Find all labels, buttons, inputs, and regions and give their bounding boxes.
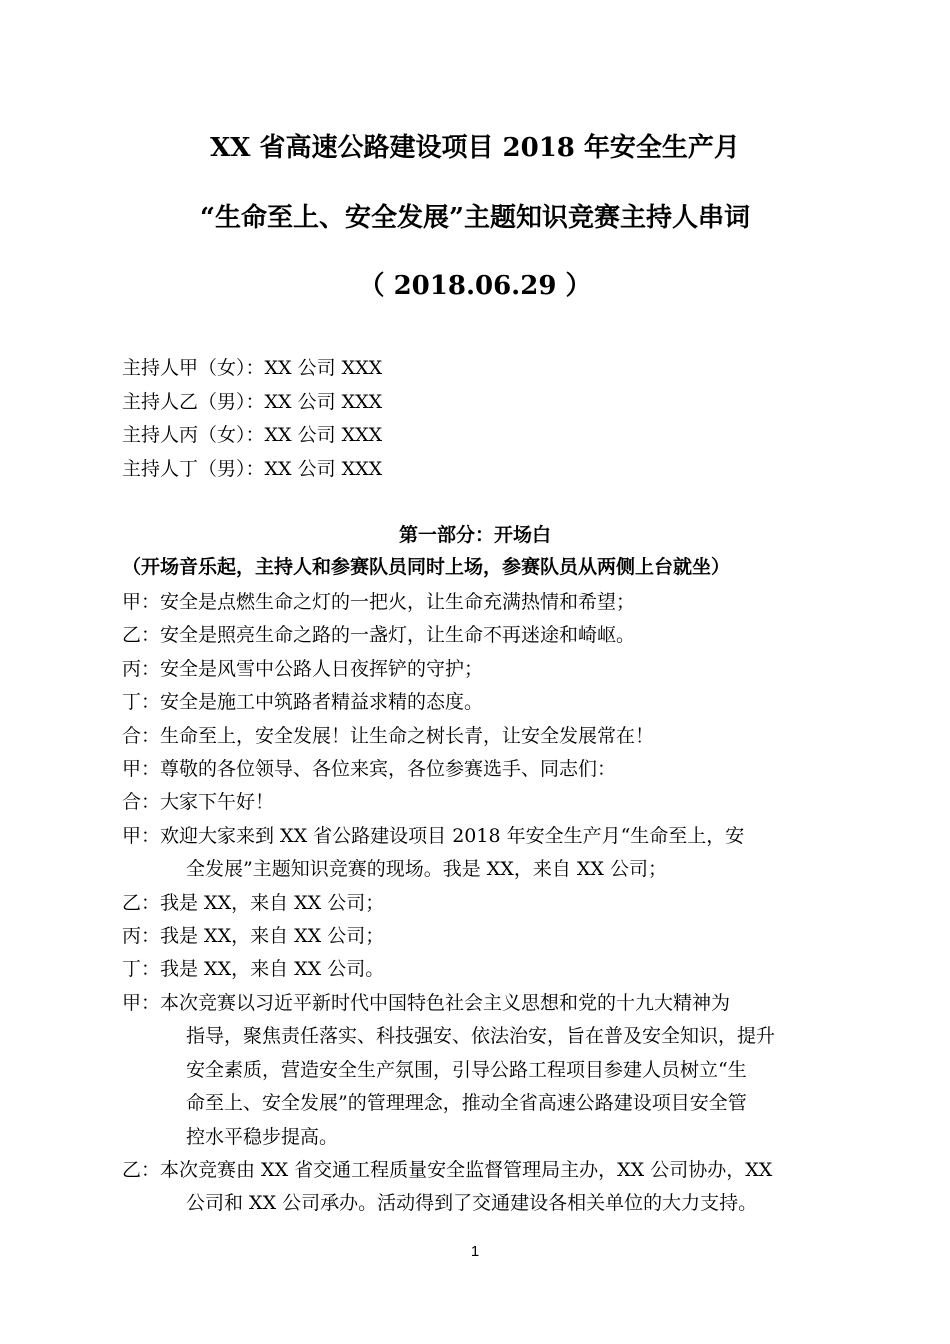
speech-line: 本次竞赛由 XX 省交通工程质量安全监督管理局主办，XX 公司协办，XX — [160, 1158, 773, 1181]
dialogue-line — [122, 619, 834, 652]
host-entry: 主持人丙（女）：XX 公司 XXX — [122, 424, 383, 446]
host-entry: 主持人甲（女）：XX 公司 XXX — [122, 357, 383, 379]
dialogue-line — [122, 786, 834, 819]
speech-line: 尊敬的各位领导、各位来宾，各位参赛选手、同志们： — [160, 758, 617, 781]
speech-line: 公司和 XX 公司承办。活动得到了交通建设各相关单位的大力支持。 — [186, 1192, 758, 1215]
speaker-label: 丁： — [122, 958, 161, 981]
speaker-label: 丙： — [122, 657, 161, 680]
speech-text — [160, 820, 834, 887]
speech-line: 生命至上，安全发展！让生命之树长青，让安全发展常在！ — [160, 724, 655, 747]
speech-text — [160, 653, 834, 686]
host-entry: 主持人丁（男）：XX 公司 XXX — [122, 457, 383, 480]
speech-line: 大家下午好！ — [160, 791, 275, 814]
dialogue-line — [122, 820, 834, 887]
speech-text — [160, 786, 834, 819]
speech-line: 指导，聚焦责任落实、科技强安、依法治安，旨在普及安全知识，提升 — [186, 1025, 776, 1048]
speaker-label: 乙： — [122, 1158, 161, 1181]
speech-text — [160, 753, 834, 786]
speaker-label: 合： — [122, 791, 161, 814]
speech-line: 控水平稳步提高。 — [186, 1125, 339, 1148]
speaker-label: 甲： — [122, 758, 161, 781]
speech-text — [160, 686, 834, 719]
dialogue-line — [122, 686, 834, 719]
document-title-line-2: “生命至上、安全发展”主题知识竞赛主持人串词 — [200, 203, 750, 233]
document-title-line-1: XX 省高速公路建设项目 2018 年安全生产月 — [210, 133, 740, 163]
speech-line: 全发展”主题知识竞赛的现场。我是 XX，来自 XX 公司； — [186, 858, 667, 881]
document-date: （ 2018.06.29 ） — [358, 271, 592, 301]
speech-text — [160, 1154, 834, 1221]
dialogue-line — [122, 887, 834, 920]
speech-text — [160, 586, 834, 619]
speech-line: 本次竞赛以习近平新时代中国特色社会主义思想和党的十九大精神为 — [160, 991, 731, 1014]
dialogue-script — [122, 586, 834, 1221]
speaker-label: 甲： — [122, 824, 161, 847]
speaker-label: 合： — [122, 724, 161, 747]
speaker-label: 甲： — [122, 591, 161, 613]
speaker-label: 丙： — [122, 925, 161, 948]
speech-text — [160, 887, 834, 920]
speaker-label: 乙： — [122, 624, 161, 647]
speech-line: 我是 XX，来自 XX 公司； — [160, 925, 385, 948]
speech-line: 命至上、安全发展”的管理理念，推动全省高速公路建设项目安全管 — [186, 1092, 747, 1115]
speech-line: 安全是点燃生命之灯的一把火，让生命充满热情和希望； — [160, 591, 636, 613]
host-list — [122, 352, 382, 486]
speech-text — [160, 920, 834, 953]
speech-line: 我是 XX，来自 XX 公司； — [160, 891, 385, 914]
dialogue-line — [122, 653, 834, 686]
dialogue-line — [122, 920, 834, 953]
speech-line: 安全素质，营造安全生产氛围，引导公路工程项目参建人员树立“生 — [186, 1058, 747, 1081]
speech-text — [160, 619, 834, 652]
dialogue-line — [122, 987, 834, 1154]
section-heading: 第一部分：开场白 — [398, 524, 551, 546]
dialogue-line — [122, 1154, 834, 1221]
host-entry: 主持人乙（男）：XX 公司 XXX — [122, 390, 383, 413]
stage-direction: （开场音乐起，主持人和参赛队员同时上场，参赛队员从两侧上台就坐） — [122, 556, 731, 578]
speaker-label: 乙： — [122, 891, 161, 914]
dialogue-line — [122, 953, 834, 986]
speech-line: 安全是施工中筑路者精益求精的态度。 — [160, 691, 484, 714]
speaker-label: 丁： — [122, 691, 161, 714]
speech-text — [160, 987, 834, 1154]
speech-line: 安全是照亮生命之路的一盏灯，让生命不再迷途和崎岖。 — [160, 624, 636, 647]
speech-text — [160, 720, 834, 753]
speaker-label: 甲： — [122, 991, 161, 1014]
dialogue-line — [122, 753, 834, 786]
page-number: 1 — [470, 1243, 480, 1260]
speech-text — [160, 953, 834, 986]
speech-line: 我是 XX，来自 XX 公司。 — [160, 958, 385, 981]
dialogue-line — [122, 720, 834, 753]
speech-line: 欢迎大家来到 XX 省公路建设项目 2018 年安全生产月“生命至上，安 — [160, 824, 745, 847]
dialogue-line — [122, 586, 834, 619]
speech-line: 安全是风雪中公路人日夜挥铲的守护； — [160, 657, 484, 680]
